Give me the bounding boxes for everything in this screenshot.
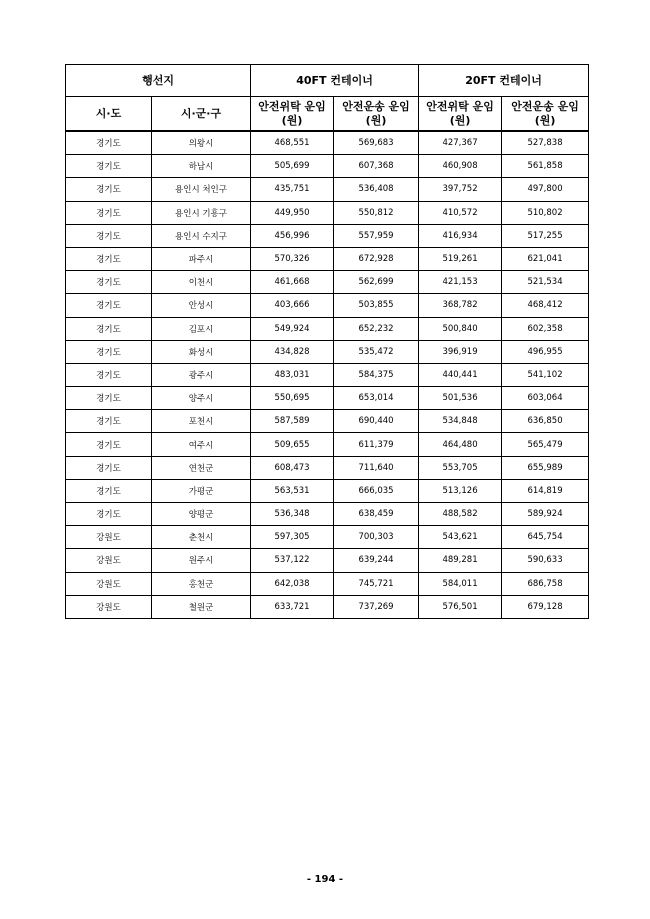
table-row [66,340,589,363]
header-40ft-consign-rate: 안전위탁 운임(원) [251,97,334,132]
cell-40ft-transport-rate: 672,928 [334,247,419,270]
cell-40ft-consign-rate: 587,589 [251,410,334,433]
cell-20ft-transport-rate: 527,838 [502,131,589,155]
cell-40ft-transport-rate: 550,812 [334,201,419,224]
cell-20ft-consign-rate: 396,919 [419,340,502,363]
cell-city: 원주시 [152,549,251,572]
cell-20ft-consign-rate: 501,536 [419,387,502,410]
table-row [66,479,589,502]
cell-20ft-consign-rate: 416,934 [419,224,502,247]
header-40ft-container: 40FT 컨테이너 [251,65,419,97]
cell-40ft-transport-rate: 745,721 [334,572,419,595]
cell-40ft-transport-rate: 562,699 [334,271,419,294]
cell-20ft-consign-rate: 427,367 [419,131,502,155]
cell-40ft-consign-rate: 549,924 [251,317,334,340]
header-20ft-transport-rate: 안전운송 운임(원) [502,97,589,132]
cell-20ft-consign-rate: 584,011 [419,572,502,595]
table-row [66,317,589,340]
cell-20ft-consign-rate: 488,582 [419,503,502,526]
cell-province: 경기도 [66,387,152,410]
cell-20ft-consign-rate: 576,501 [419,595,502,618]
cell-40ft-consign-rate: 570,326 [251,247,334,270]
cell-province: 경기도 [66,224,152,247]
table-row [66,456,589,479]
cell-city: 의왕시 [152,131,251,155]
table-row [66,271,589,294]
cell-40ft-transport-rate: 737,269 [334,595,419,618]
cell-20ft-transport-rate: 645,754 [502,526,589,549]
cell-40ft-transport-rate: 700,303 [334,526,419,549]
cell-20ft-consign-rate: 464,480 [419,433,502,456]
cell-province: 경기도 [66,479,152,502]
cell-40ft-transport-rate: 536,408 [334,178,419,201]
table-row [66,595,589,618]
header-40ft-transport-rate: 안전운송 운임(원) [334,97,419,132]
cell-province: 경기도 [66,340,152,363]
cell-20ft-consign-rate: 519,261 [419,247,502,270]
cell-20ft-consign-rate: 368,782 [419,294,502,317]
cell-20ft-consign-rate: 440,441 [419,363,502,386]
cell-40ft-consign-rate: 633,721 [251,595,334,618]
cell-40ft-consign-rate: 483,031 [251,363,334,386]
header-20ft-container: 20FT 컨테이너 [419,65,589,97]
cell-province: 강원도 [66,595,152,618]
cell-40ft-consign-rate: 456,996 [251,224,334,247]
cell-20ft-consign-rate: 543,621 [419,526,502,549]
header-city: 시·군·구 [152,97,251,132]
cell-40ft-consign-rate: 536,348 [251,503,334,526]
cell-40ft-transport-rate: 652,232 [334,317,419,340]
cell-20ft-consign-rate: 534,848 [419,410,502,433]
cell-40ft-transport-rate: 607,368 [334,155,419,178]
cell-province: 경기도 [66,456,152,479]
cell-20ft-transport-rate: 636,850 [502,410,589,433]
table-header [66,65,589,132]
cell-province: 경기도 [66,271,152,294]
cell-city: 김포시 [152,317,251,340]
cell-city: 홍천군 [152,572,251,595]
cell-20ft-transport-rate: 621,041 [502,247,589,270]
cell-40ft-consign-rate: 509,655 [251,433,334,456]
cell-20ft-transport-rate: 517,255 [502,224,589,247]
cell-city: 양주시 [152,387,251,410]
cell-province: 경기도 [66,410,152,433]
cell-20ft-consign-rate: 397,752 [419,178,502,201]
header-row-groups [66,65,589,97]
cell-city: 용인시 기흥구 [152,201,251,224]
cell-20ft-consign-rate: 500,840 [419,317,502,340]
cell-province: 경기도 [66,317,152,340]
table-row [66,247,589,270]
cell-40ft-transport-rate: 535,472 [334,340,419,363]
cell-40ft-transport-rate: 611,379 [334,433,419,456]
cell-province: 경기도 [66,178,152,201]
cell-city: 포천시 [152,410,251,433]
cell-40ft-transport-rate: 639,244 [334,549,419,572]
cell-40ft-transport-rate: 584,375 [334,363,419,386]
table-row [66,572,589,595]
cell-city: 광주시 [152,363,251,386]
cell-city: 화성시 [152,340,251,363]
cell-20ft-transport-rate: 686,758 [502,572,589,595]
cell-20ft-transport-rate: 602,358 [502,317,589,340]
cell-20ft-transport-rate: 541,102 [502,363,589,386]
cell-province: 경기도 [66,294,152,317]
cell-40ft-consign-rate: 537,122 [251,549,334,572]
table-row [66,178,589,201]
cell-20ft-transport-rate: 521,534 [502,271,589,294]
cell-city: 이천시 [152,271,251,294]
cell-province: 경기도 [66,503,152,526]
cell-40ft-transport-rate: 711,640 [334,456,419,479]
cell-20ft-transport-rate: 590,633 [502,549,589,572]
cell-40ft-consign-rate: 403,666 [251,294,334,317]
cell-city: 파주시 [152,247,251,270]
table-row [66,201,589,224]
cell-province: 경기도 [66,433,152,456]
cell-20ft-transport-rate: 614,819 [502,479,589,502]
cell-20ft-transport-rate: 603,064 [502,387,589,410]
cell-40ft-transport-rate: 638,459 [334,503,419,526]
cell-20ft-transport-rate: 589,924 [502,503,589,526]
table-row [66,433,589,456]
table-row [66,387,589,410]
table-row [66,526,589,549]
table-row [66,363,589,386]
cell-city: 용인시 수지구 [152,224,251,247]
cell-city: 춘천시 [152,526,251,549]
header-destination: 행선지 [66,65,251,97]
cell-province: 경기도 [66,201,152,224]
table-row [66,224,589,247]
cell-province: 경기도 [66,131,152,155]
cell-province: 경기도 [66,247,152,270]
cell-20ft-consign-rate: 553,705 [419,456,502,479]
cell-20ft-transport-rate: 655,989 [502,456,589,479]
header-row-columns [66,97,589,132]
cell-province: 강원도 [66,549,152,572]
cell-40ft-consign-rate: 435,751 [251,178,334,201]
page-number: - 194 - [306,874,344,885]
table-body [66,131,589,618]
cell-40ft-consign-rate: 550,695 [251,387,334,410]
cell-city: 안성시 [152,294,251,317]
table-row [66,549,589,572]
cell-20ft-transport-rate: 510,802 [502,201,589,224]
cell-40ft-consign-rate: 468,551 [251,131,334,155]
cell-20ft-consign-rate: 410,572 [419,201,502,224]
cell-city: 여주시 [152,433,251,456]
cell-city: 하남시 [152,155,251,178]
cell-40ft-transport-rate: 503,855 [334,294,419,317]
cell-40ft-transport-rate: 557,959 [334,224,419,247]
cell-20ft-transport-rate: 496,955 [502,340,589,363]
table-row [66,131,589,155]
cell-20ft-transport-rate: 565,479 [502,433,589,456]
cell-40ft-transport-rate: 690,440 [334,410,419,433]
cell-20ft-consign-rate: 460,908 [419,155,502,178]
cell-40ft-consign-rate: 449,950 [251,201,334,224]
cell-city: 용인시 처인구 [152,178,251,201]
cell-city: 가평군 [152,479,251,502]
cell-20ft-consign-rate: 421,153 [419,271,502,294]
cell-province: 경기도 [66,155,152,178]
cell-city: 철원군 [152,595,251,618]
cell-40ft-consign-rate: 505,699 [251,155,334,178]
table-row [66,410,589,433]
cell-province: 강원도 [66,526,152,549]
cell-40ft-transport-rate: 569,683 [334,131,419,155]
cell-20ft-transport-rate: 561,858 [502,155,589,178]
cell-province: 경기도 [66,363,152,386]
cell-city: 연천군 [152,456,251,479]
cell-20ft-transport-rate: 679,128 [502,595,589,618]
header-20ft-consign-rate: 안전위탁 운임(원) [419,97,502,132]
header-province: 시·도 [66,97,152,132]
cell-province: 강원도 [66,572,152,595]
cell-40ft-consign-rate: 642,038 [251,572,334,595]
cell-20ft-consign-rate: 513,126 [419,479,502,502]
table-row [66,155,589,178]
cell-20ft-transport-rate: 497,800 [502,178,589,201]
table-row [66,294,589,317]
cell-40ft-consign-rate: 608,473 [251,456,334,479]
cell-city: 양평군 [152,503,251,526]
cell-40ft-consign-rate: 434,828 [251,340,334,363]
cell-40ft-transport-rate: 653,014 [334,387,419,410]
cell-40ft-consign-rate: 461,668 [251,271,334,294]
cell-40ft-transport-rate: 666,035 [334,479,419,502]
freight-rate-table [65,64,589,619]
cell-40ft-consign-rate: 563,531 [251,479,334,502]
cell-20ft-consign-rate: 489,281 [419,549,502,572]
cell-40ft-consign-rate: 597,305 [251,526,334,549]
cell-20ft-transport-rate: 468,412 [502,294,589,317]
table-row [66,503,589,526]
